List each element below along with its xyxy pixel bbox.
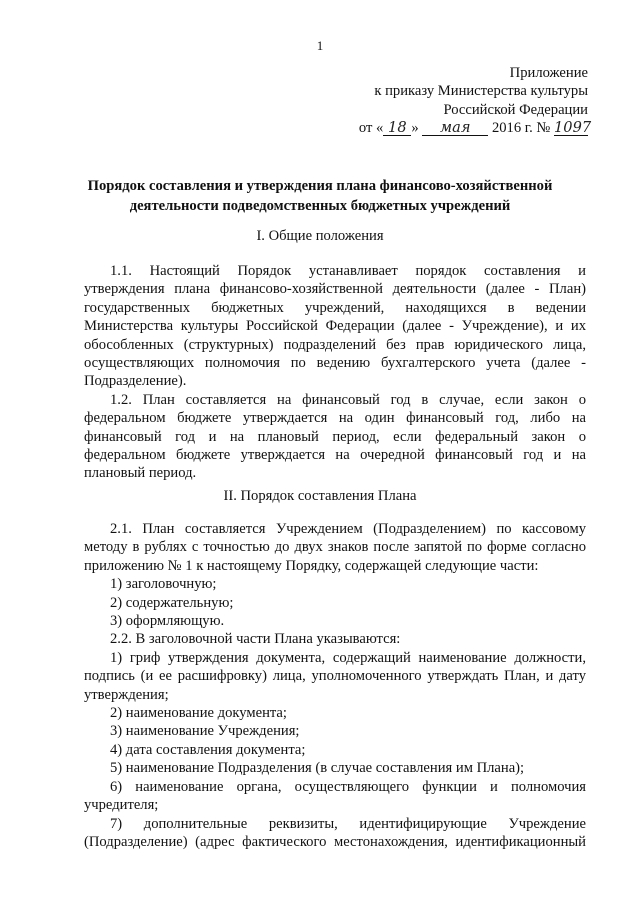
document-title xyxy=(70,176,570,216)
text-line: 2) содержательную; xyxy=(110,594,234,611)
section-1-text xyxy=(84,262,586,483)
title-line-2: деятельности подведомственных бюджетных учреждений xyxy=(129,198,511,214)
text-line: 2) наименование документа; xyxy=(110,705,287,722)
text-line: федеральном бюджете утверждается на один финансовый год, либо на xyxy=(84,410,586,427)
text-line: осуществляющих полномочия по ведению бухгалтерского учета (далее - xyxy=(84,355,586,372)
appendix-header xyxy=(328,64,592,138)
text-line: 1) заголовочную; xyxy=(110,576,217,593)
text-line: 1) гриф утверждения документа, содержащий наименование должности, xyxy=(110,649,586,666)
text-line: 1.1. Настоящий Порядок устанавливает порядок составления и xyxy=(110,263,586,279)
section-heading-2: II. Порядок составления Плана xyxy=(223,488,417,504)
text-line: 1.2. План составляется на финансовый год в случае, если закон о xyxy=(110,391,586,408)
text-line: федеральном бюджете утверждается на очередной финансовый год и на xyxy=(84,447,586,464)
appendix-order-ref: к приказу Министерства культуры xyxy=(374,83,588,100)
text-line: 5) наименование Подразделения (в случае составления им Плана); xyxy=(110,760,525,777)
text-line: 3) оформляющую. xyxy=(110,613,225,630)
text-line: учредителя; xyxy=(84,797,159,814)
text-line: 2.1. План составляется Учреждением (Подразделением) по кассовому xyxy=(110,521,586,537)
text-line: утверждения; xyxy=(84,686,169,703)
text-line: 6) наименование органа, осуществляющего функции и полномочия xyxy=(110,778,586,795)
date-day-handwritten: 18 xyxy=(383,121,411,136)
appendix-date-line xyxy=(328,119,592,137)
text-line: финансовый год и на плановый период, если федеральный закон о xyxy=(84,428,586,445)
text-line: 3) наименование Учреждения; xyxy=(110,723,300,740)
page-number: 1 xyxy=(316,38,324,53)
text-line: утверждения плана финансово-хозяйственной деятельности (далее - План) xyxy=(84,281,586,298)
section-2-text xyxy=(84,520,586,851)
text-line: плановый период. xyxy=(84,465,197,482)
appendix-title: Приложение xyxy=(509,65,588,81)
text-line: государственных бюджетных учреждений, находящихся в ведении xyxy=(84,299,586,316)
text-line: обособленных (структурных) подразделений без прав юридического лица, xyxy=(84,336,586,353)
date-month-handwritten: мая xyxy=(422,121,488,136)
date-mid: » xyxy=(411,120,419,137)
text-line: методу в рублях с точностью до двух знаков после запятой по форме согласно xyxy=(84,539,586,556)
title-line-1: Порядок составления и утверждения плана финансово-хозяйственной xyxy=(87,178,553,194)
text-line: 4) дата составления документа; xyxy=(110,741,306,758)
text-line: (Подразделение) (адрес фактического местонахождения, идентификационный xyxy=(84,833,586,850)
section-heading-1: I. Общие положения xyxy=(256,228,384,244)
text-line: приложению № 1 к настоящему Порядку, содержащей следующие части: xyxy=(84,557,539,574)
order-number-handwritten: 1097 xyxy=(554,119,592,137)
date-year: 2016 г. № xyxy=(491,120,551,137)
appendix-ministry: Российской Федерации xyxy=(443,101,588,118)
text-line: подпись (и ее расшифровку) лица, уполномоченного утверждать План, и дату xyxy=(84,668,586,685)
text-line: 7) дополнительные реквизиты, идентифицирующие Учреждение xyxy=(110,815,586,832)
text-line: 2.2. В заголовочной части Плана указываются: xyxy=(110,631,401,648)
text-line: Министерства культуры Российской Федерации (далее - Учреждение), и их xyxy=(84,318,586,335)
text-line: Подразделение). xyxy=(84,373,187,390)
date-prefix: от « xyxy=(358,120,384,137)
